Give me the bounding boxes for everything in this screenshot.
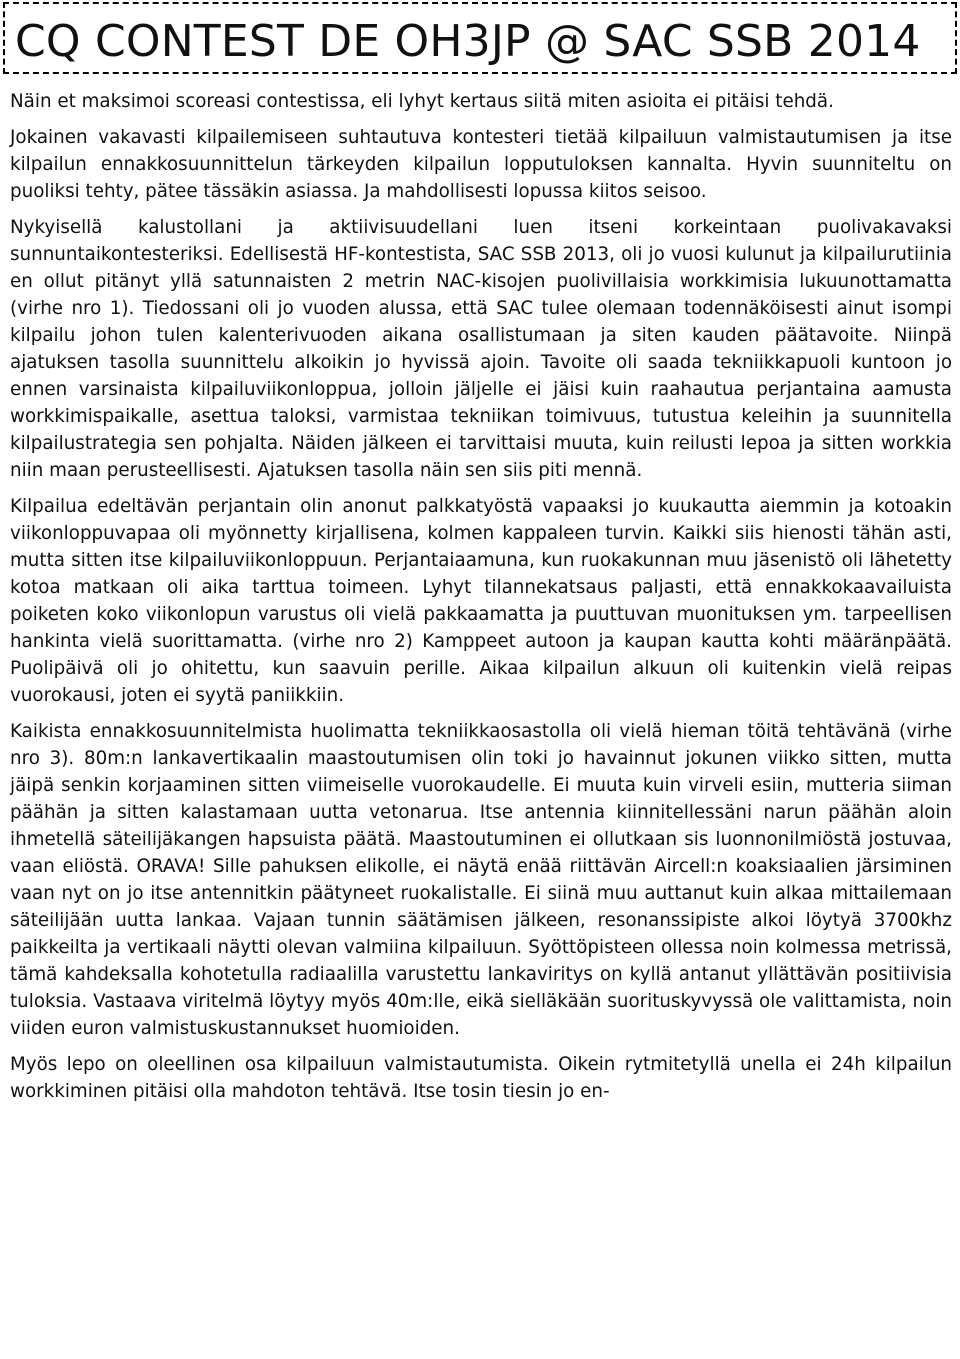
paragraph-antenna: Kaikista ennakkosuunnitelmista huolimatta tekniikkaosastolla oli vielä hieman töitä tehtävänä (virhe nro 3). 80m:n lankavertikaalin maastoutumisen olin toki jo havainnut jokunen viikko sitten, mutta jäipä senkin korjaaminen sitten viimeiselle vuorokaudelle. Ei muuta kuin virveli esiin, mutteria siiman päähän ja sitten kalastamaan uutta vetonarua. Itse antennia kiinnitellessäni narun päähän aloin ihmetellä säteilijäkangen hapsuista päätä. Maastoutuminen ei ollutkaan sis luonnonilmiöstä jostuvaa, vaan eliöstä. ORAVA! Sille pahuksen elikolle, ei näytä enää riittävän Aircell:n koaksiaalien järsiminen vaan nyt on jo itse antennitkin päätyneet ruokalistalle. Ei siinä muu auttanut kuin alkaa mittailemaan säteilijään uutta lankaa. Vajaan tunnin säätämisen jälkeen, resonanssipiste alkoi löytyä 3700khz paikkeilta ja vertikaali näytti olevan valmiina kilpailuun. Syöttöpisteen ollessa noin kolmessa metrissä, tämä kahdeksalla kohotetulla radiaalilla varustettu lankaviritys on kyllä antanut yllättävän positiivisia tuloksia. Vastaava viritelmä löytyy myös 40m:lle, eikä sielläkään suorituskyvyssä ole valittamista, noin viiden euron valmistuskustannukset huomioiden. bbox=[10, 721, 952, 1039]
title-box bbox=[3, 2, 957, 74]
paragraph-friday: Kilpailua edeltävän perjantain olin anonut palkkatyöstä vapaaksi jo kuukautta aiemmin ja kotoakin viikonloppuvapaa oli myönnetty kirjallisena, kolmen kappaleen turvin. Kaikki siis hienosti tähän asti, mutta sitten itse kilpailuviikonloppuun. Perjantaiaamuna, kun ruokakunnan muu jäsenistö oli lähetetty kotoa matkaan oli aika tarttua toimeen. Lyhyt tilannekatsaus paljasti, että ennakkokaavailuista poiketen koko viikonlopun varustus oli vielä pakkaamatta ja puuttuvan muonituksen ym. tarpeellisen hankinta vielä suorittamatta. (virhe nro 2) Kamppeet autoon ja kaupan kautta kohti määränpäätä. Puolipäivä oli jo ohitettu, kun saavuin perille. Aikaa kilpailun alkuun oli kuitenkin vielä reipas vuorokausi, joten ei syytä paniikkiin. bbox=[10, 496, 952, 706]
page-title: CQ CONTEST DE OH3JP @ SAC SSB 2014 bbox=[15, 16, 921, 67]
paragraph-preparation: Jokainen vakavasti kilpailemiseen suhtautuva kontesteri tietää kilpailuun valmistautumisen ja itse kilpailun ennakkosuunnittelun tärkeyden kilpailun lopputuloksen kannalta. Hyvin suunniteltu on puoliksi tehty, pätee tässäkin asiassa. Ja mahdollisesti lopussa kiitos seisoo. bbox=[10, 127, 952, 202]
article-body bbox=[10, 88, 952, 1105]
paragraph-rest: Myös lepo on oleellinen osa kilpailuun valmistautumista. Oikein rytmitetyllä unella ei 24h kilpailun workkiminen pitäisi olla mahdoton tehtävä. Itse tosin tiesin jo en- bbox=[10, 1054, 952, 1102]
paragraph-intro: Näin et maksimoi scoreasi contestissa, eli lyhyt kertaus siitä miten asioita ei pitäisi tehdä. bbox=[10, 91, 834, 112]
paragraph-equipment: Nykyisellä kalustollani ja aktiivisuudellani luen itseni korkeintaan puolivakavaksi sunnuntaikontesteriksi. Edellisestä HF-kontestista, SAC SSB 2013, oli jo vuosi kulunut ja kilpailurutiinia en ollut pitänyt yllä satunnaisten 2 metrin NAC-kisojen puolivillaisia workkimisia lukuunottamatta (virhe nro 1). Tiedossani oli jo vuoden alussa, että SAC tulee olemaan todennäköisesti ainut isompi kilpailu johon tulen kalenterivuoden aikana osallistumaan ja siten kauden päätavoite. Niinpä ajatuksen tasolla suunnittelu alkoikin jo hyvissä ajoin. Tavoite oli saada tekniikkapuoli kuntoon jo ennen varsinaista kilpailuviikonloppua, jolloin jäljelle ei jäisi kuin raahautua perjantaina aamusta workkimispaikalle, asettua taloksi, varmistaa tekniikan toimivuus, tutustua keleihin ja suunnitella kilpailustrategia sen pohjalta. Näiden jälkeen ei tarvittaisi muuta, kuin reilusti lepoa ja sitten workkia niin maan perusteellisesti. Ajatuksen tasolla näin sen siis piti mennä. bbox=[10, 217, 952, 481]
